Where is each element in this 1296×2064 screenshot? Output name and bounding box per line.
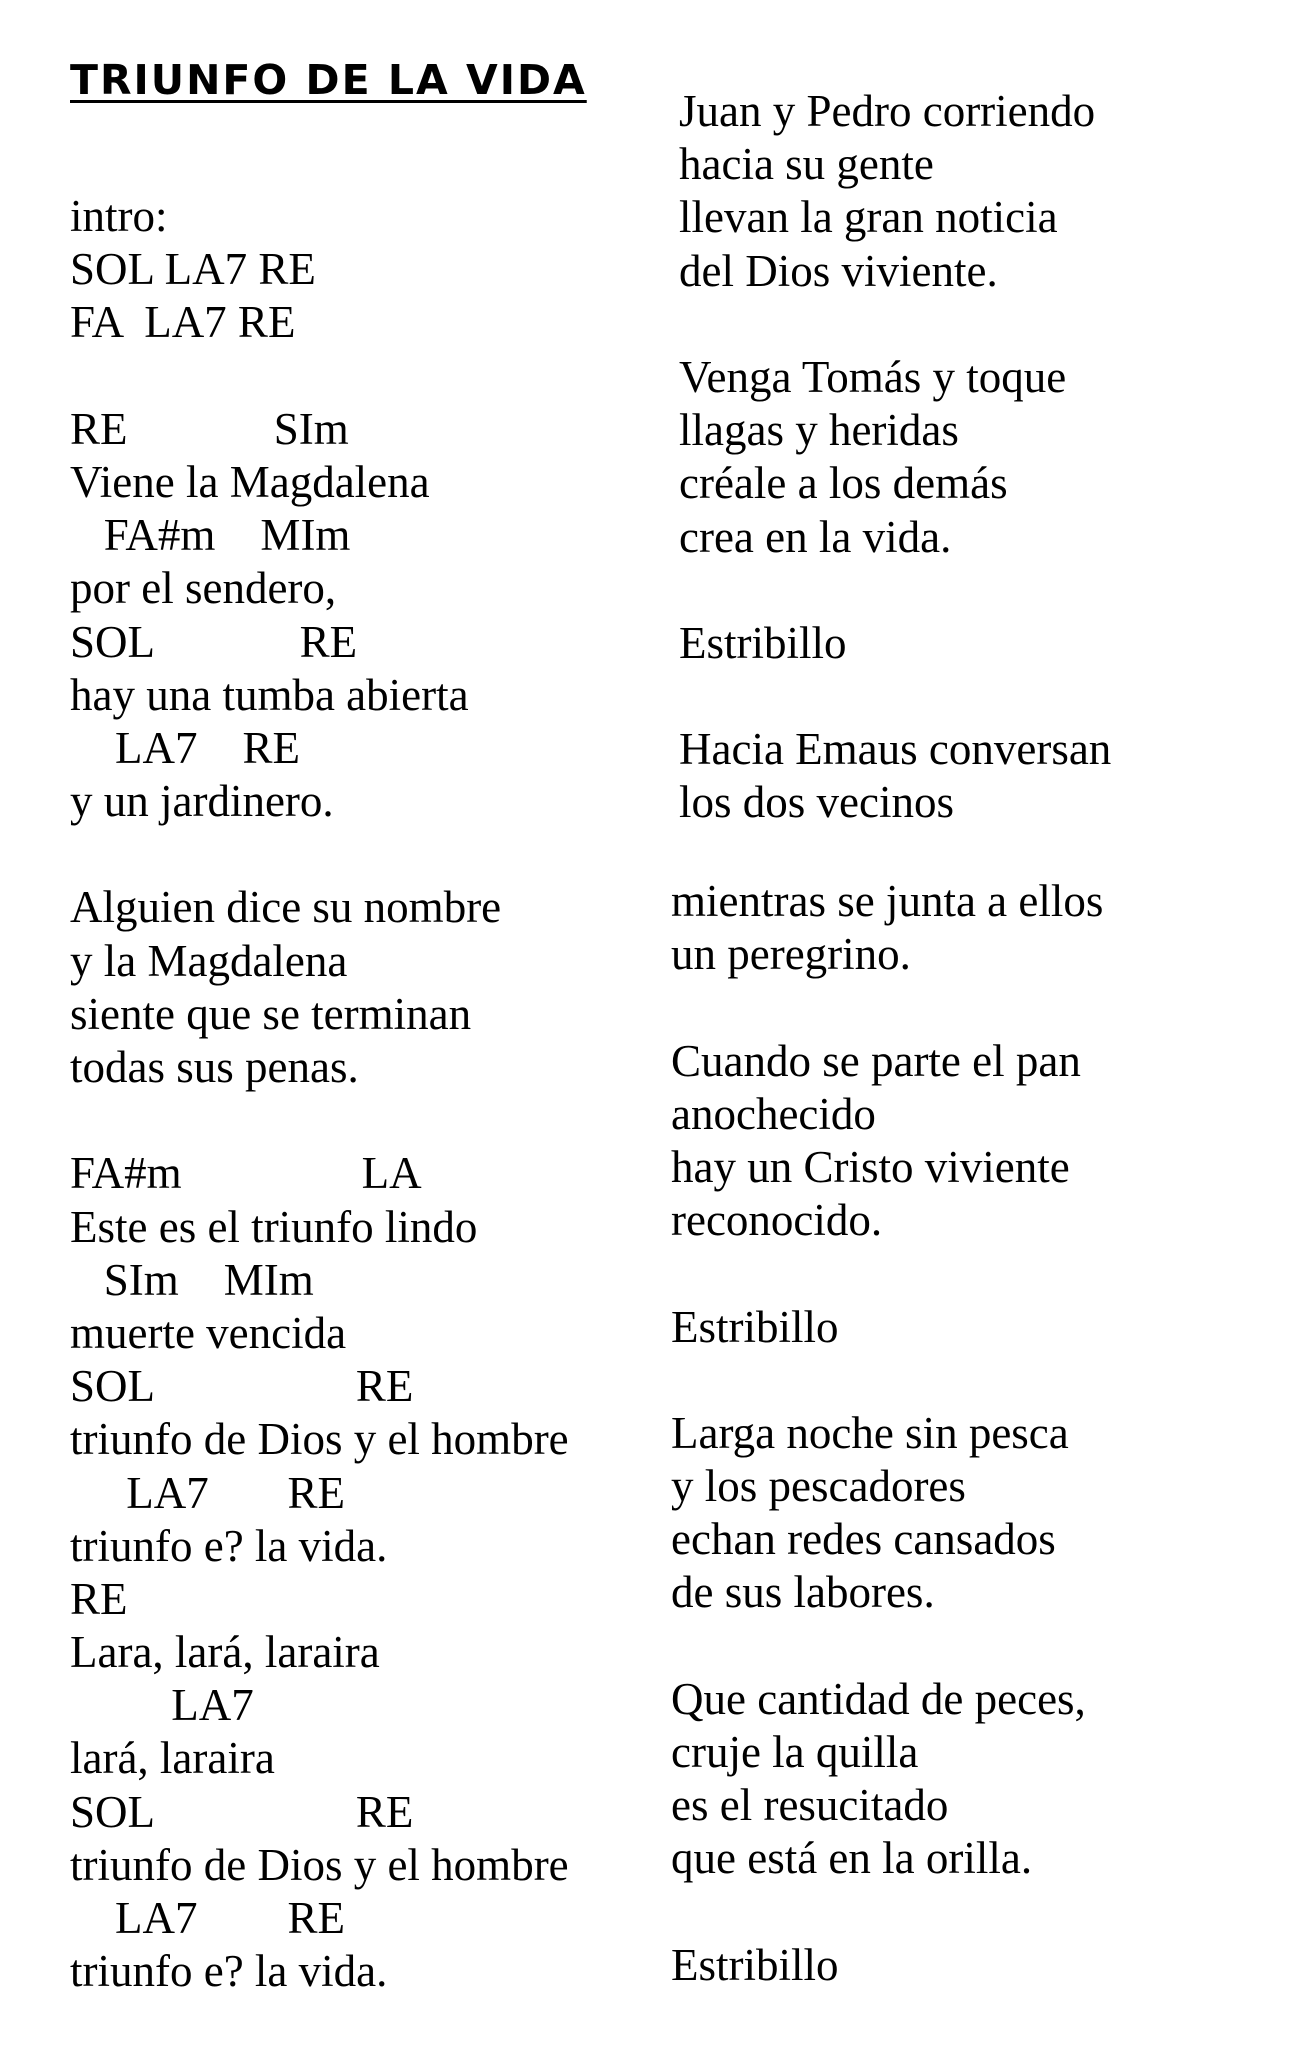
right-column-lyrics-bottom bbox=[671, 875, 1103, 1992]
lyric-line: Estribillo bbox=[671, 1939, 839, 1990]
lyric-line: muerte vencida bbox=[70, 1307, 347, 1358]
lyric-line: Hacia Emaus conversan bbox=[679, 724, 1112, 775]
lyric-line: del Dios viviente. bbox=[679, 245, 998, 296]
lyric-line: triunfo de Dios y el hombre bbox=[70, 1414, 569, 1465]
lyric-line: y los pescadores bbox=[671, 1461, 966, 1512]
blank-line bbox=[70, 1094, 569, 1147]
lyric-line: crea en la vida. bbox=[679, 511, 952, 562]
lyric-line: que está en la orilla. bbox=[671, 1833, 1033, 1884]
blank-line bbox=[679, 670, 1111, 723]
blank-line bbox=[671, 1620, 1103, 1673]
lyric-line: Lara, lará, laraira bbox=[70, 1627, 380, 1678]
lyric-line: un peregrino. bbox=[671, 929, 911, 980]
chord-line: LA7 RE bbox=[70, 1893, 345, 1943]
lyric-line: hay una tumba abierta bbox=[70, 669, 469, 720]
lyric-line: reconocido. bbox=[671, 1195, 883, 1246]
blank-line bbox=[671, 1886, 1103, 1939]
right-column-lyrics-top bbox=[679, 85, 1111, 830]
chord-line: SOL RE bbox=[70, 1361, 414, 1412]
lyric-line: y la Magdalena bbox=[70, 935, 348, 986]
lyric-line: siente que se terminan bbox=[70, 988, 472, 1039]
song-title: TRIUNFO DE LA VIDA bbox=[70, 56, 587, 104]
lyric-line: Este es el triunfo lindo bbox=[70, 1201, 478, 1252]
lyric-line: Larga noche sin pesca bbox=[671, 1407, 1069, 1458]
chord-line: FA LA7 RE bbox=[70, 297, 296, 348]
lyric-line: echan redes cansados bbox=[671, 1514, 1056, 1565]
lyric-line: llagas y heridas bbox=[679, 405, 959, 456]
lyric-line: es el resucitado bbox=[671, 1780, 949, 1831]
lyric-line: Juan y Pedro corriendo bbox=[679, 86, 1096, 136]
lyric-line: por el sendero, bbox=[70, 563, 337, 614]
lyric-line: y un jardinero. bbox=[70, 776, 334, 827]
blank-line bbox=[671, 981, 1103, 1034]
blank-line bbox=[679, 564, 1111, 617]
blank-line bbox=[70, 350, 569, 403]
lyric-line: llevan la gran noticia bbox=[679, 192, 1058, 243]
chord-line: LA7 RE bbox=[70, 1467, 345, 1518]
lyric-line: RE SIm bbox=[70, 403, 349, 454]
lyric-line: Venga Tomás y toque bbox=[679, 351, 1067, 402]
chord-line: SOL RE bbox=[70, 1786, 414, 1837]
lyric-line: FA#m MIm bbox=[70, 510, 351, 561]
lyric-line: mientras se junta a ellos bbox=[671, 876, 1104, 926]
lyric-line: hay un Cristo viviente bbox=[671, 1141, 1070, 1192]
lyric-line: anochecido bbox=[671, 1088, 876, 1139]
lyric-line: Alguien dice su nombre bbox=[70, 882, 502, 933]
lyric-line: triunfo e? la vida. bbox=[70, 1946, 388, 1997]
lyric-line: SIm MIm bbox=[70, 1254, 314, 1305]
lyric-line: lará, laraira bbox=[70, 1733, 275, 1784]
lyric-line: Cuando se parte el pan bbox=[671, 1035, 1081, 1086]
lyric-line: Estribillo bbox=[671, 1301, 839, 1352]
lyric-line: hacia su gente bbox=[679, 139, 934, 190]
lyric-line: triunfo e? la vida. bbox=[70, 1520, 388, 1571]
lyric-line: créale a los demás bbox=[679, 458, 1008, 509]
chord-line: LA7 bbox=[70, 1680, 254, 1731]
lyric-line: triunfo de Dios y el hombre bbox=[70, 1839, 569, 1890]
blank-line bbox=[679, 298, 1111, 351]
chord-line: RE bbox=[70, 1573, 128, 1624]
lyric-line: todas sus penas. bbox=[70, 1042, 359, 1092]
chord-line: LA7 RE bbox=[70, 722, 300, 773]
lyric-line: cruje la quilla bbox=[671, 1727, 919, 1777]
chord-line: SOL RE bbox=[70, 616, 358, 667]
blank-line bbox=[671, 1354, 1103, 1407]
lyric-line: los dos vecinos bbox=[679, 777, 954, 828]
left-column-lyrics bbox=[70, 190, 569, 1998]
lyric-line: Estribillo bbox=[679, 617, 847, 668]
blank-line bbox=[671, 1247, 1103, 1300]
blank-line bbox=[70, 828, 569, 881]
lyric-line: FA#m LA bbox=[70, 1148, 422, 1199]
chord-line: SOL LA7 RE bbox=[70, 244, 316, 295]
lyric-line: de sus labores. bbox=[671, 1567, 935, 1618]
lyric-line: Viene la Magdalena bbox=[70, 456, 430, 507]
lyric-line: Que cantidad de peces, bbox=[671, 1673, 1086, 1724]
lyric-line: intro: bbox=[70, 191, 168, 241]
